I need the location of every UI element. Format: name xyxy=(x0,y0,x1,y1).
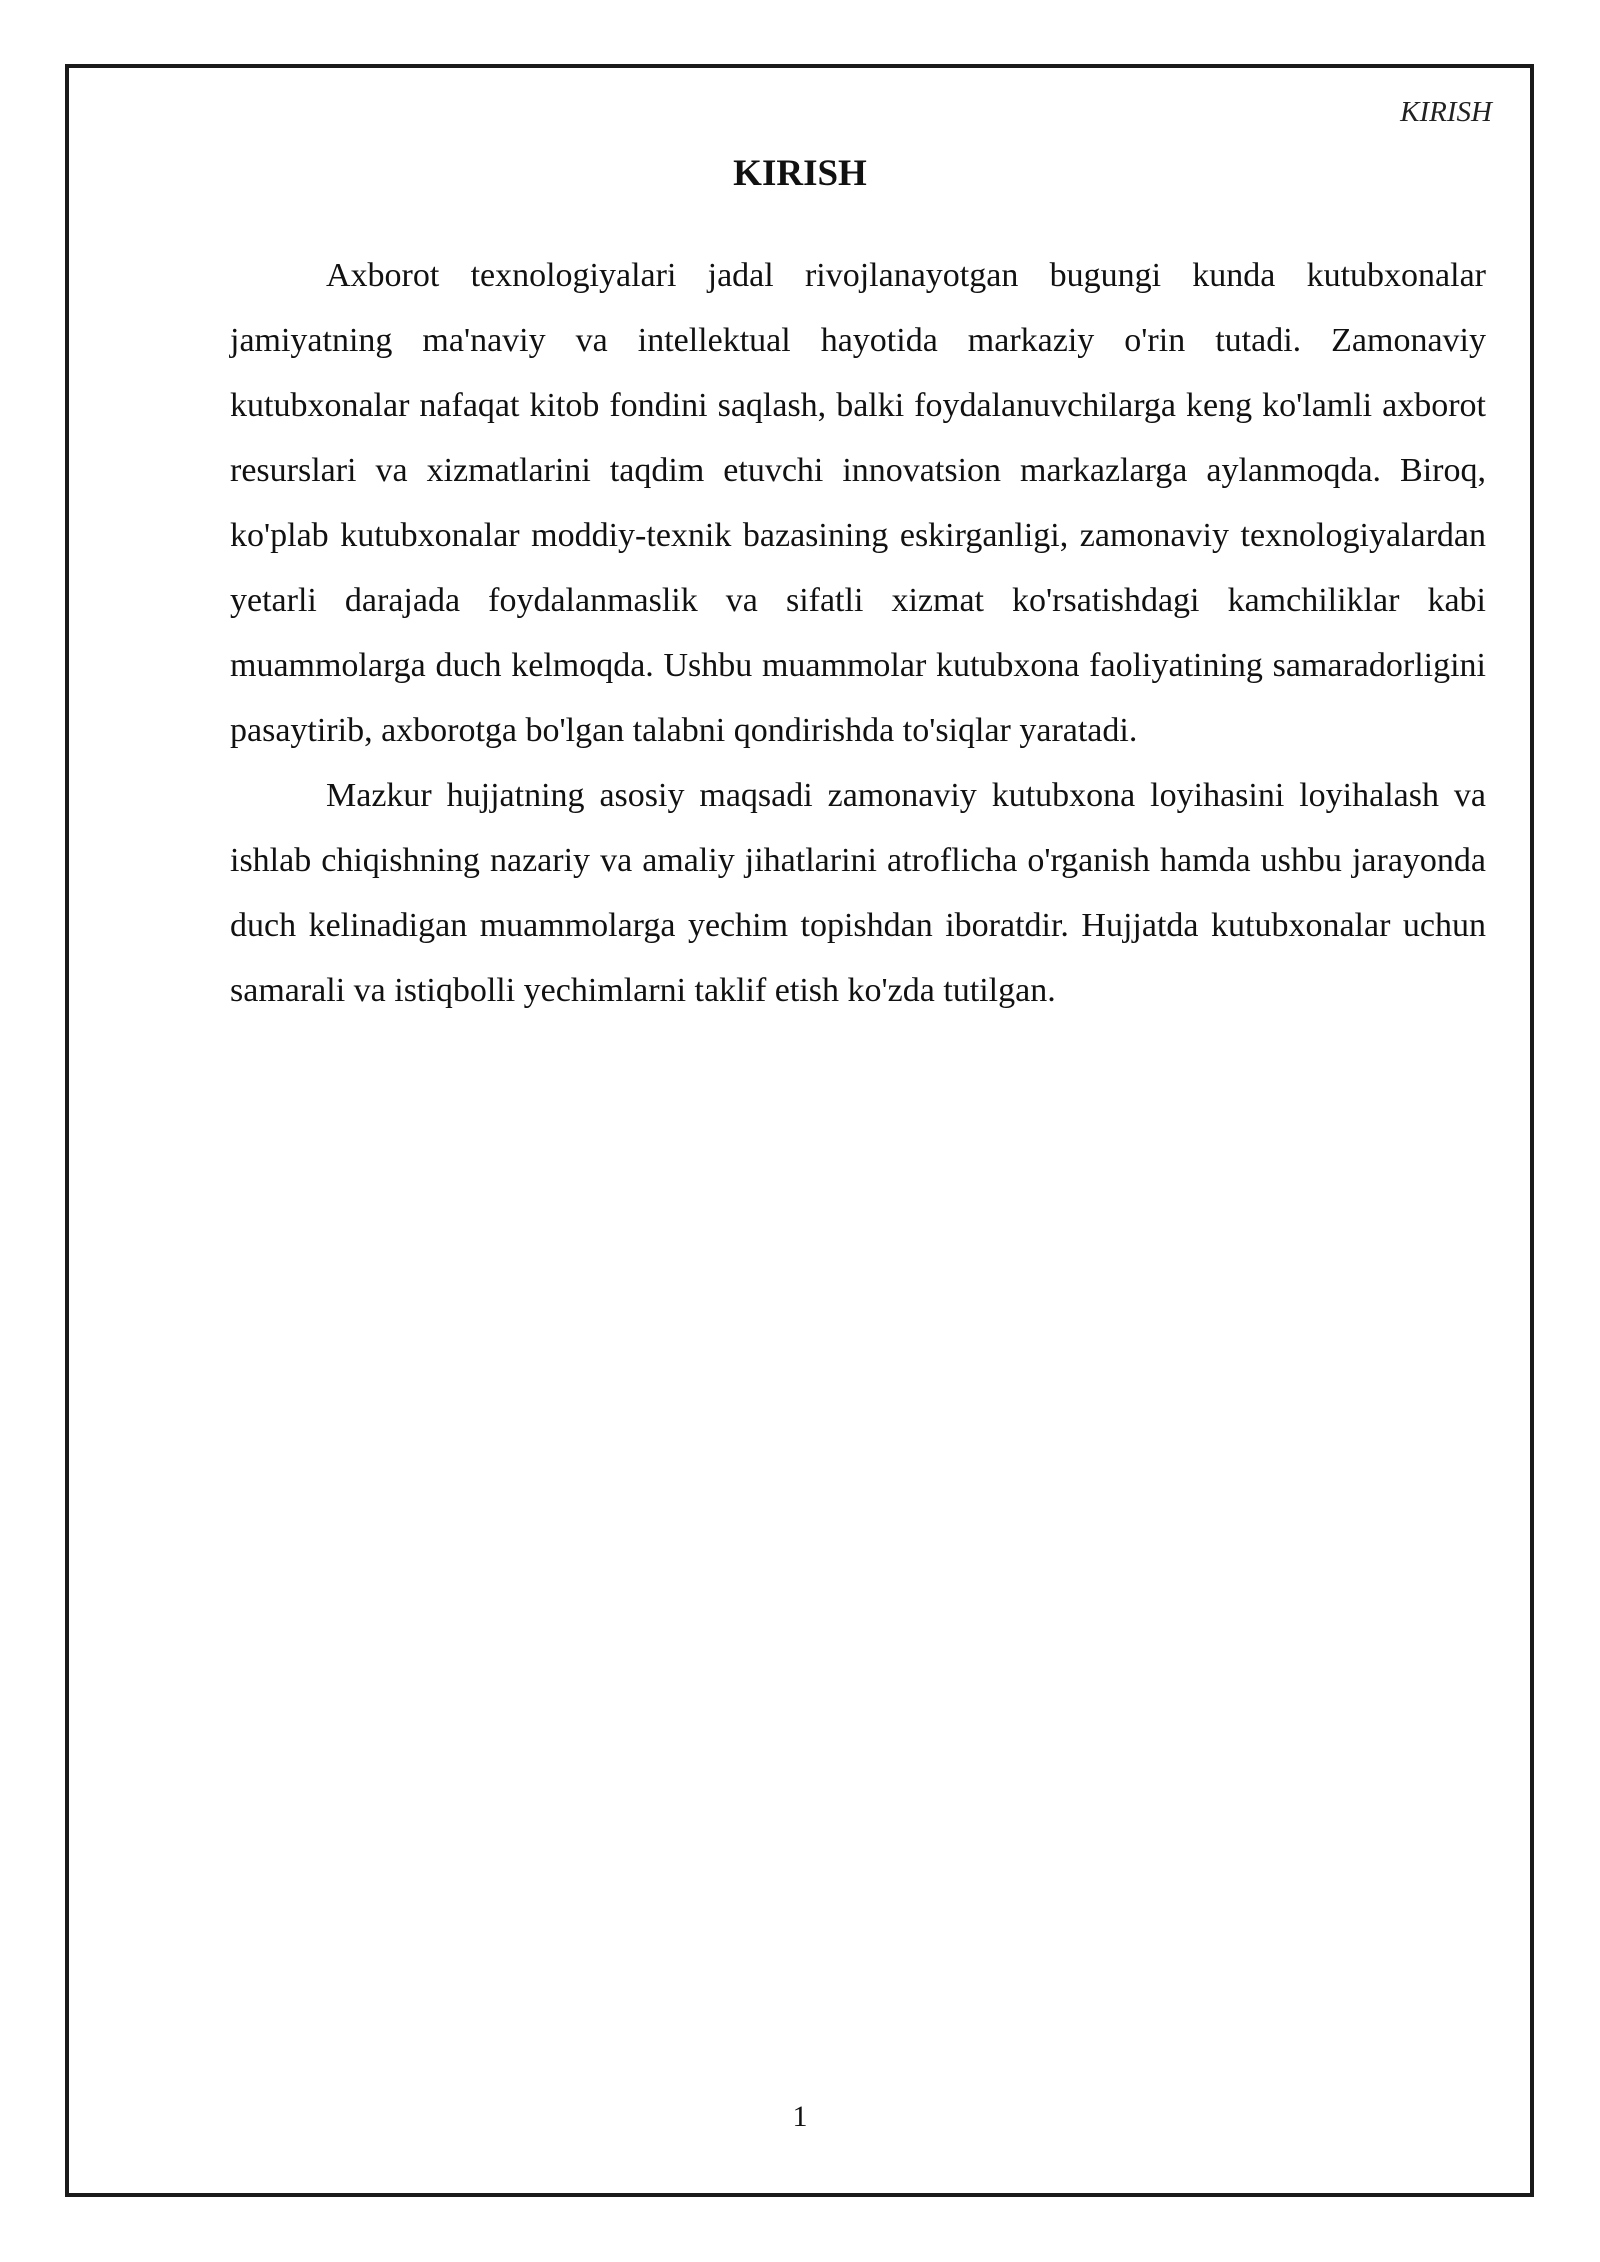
page-title: KIRISH xyxy=(733,153,867,194)
page-number: 1 xyxy=(792,2100,808,2133)
paragraph-2: Mazkur hujjatning asosiy maqsadi zamonaviy kutubxona loyihasini loyihalash va ishlab chiqishning nazariy va amaliy jihatlarini atroflicha o'rganish hamda ushbu jarayonda duch kelinadigan muammolarga yechim topishdan iboratdir. Hujjatda kutubxonalar uchun samarali va istiqbolli yechimlarni taklif etish ko'zda tutilgan. xyxy=(230,777,1486,1009)
running-header: KIRISH xyxy=(1400,96,1492,128)
paragraph-1: Axborot texnologiyalari jadal rivojlanayotgan bugungi kunda kutubxonalar jamiyatning ma'naviy va intellektual hayotida markaziy o'rin tutadi. Zamonaviy kutubxonalar nafaqat kitob fondini saqlash, balki foydalanuvchilarga keng ko'lamli axborot resurslari va xizmatlarini taqdim etuvchi innovatsion markazlarga aylanmoqda. Biroq, ko'plab kutubxonalar moddiy-texnik bazasining eskirganligi, zamonaviy texnologiyalardan yetarli darajada foydalanmaslik va sifatli xizmat ko'rsatishdagi kamchiliklar kabi muammolarga duch kelmoqda. Ushbu muammolar kutubxona faoliyatining samaradorligini pasaytirib, axborotga bo'lgan talabni qondirishda to'siqlar yaratadi. xyxy=(230,257,1486,749)
body-text xyxy=(230,243,1486,1023)
